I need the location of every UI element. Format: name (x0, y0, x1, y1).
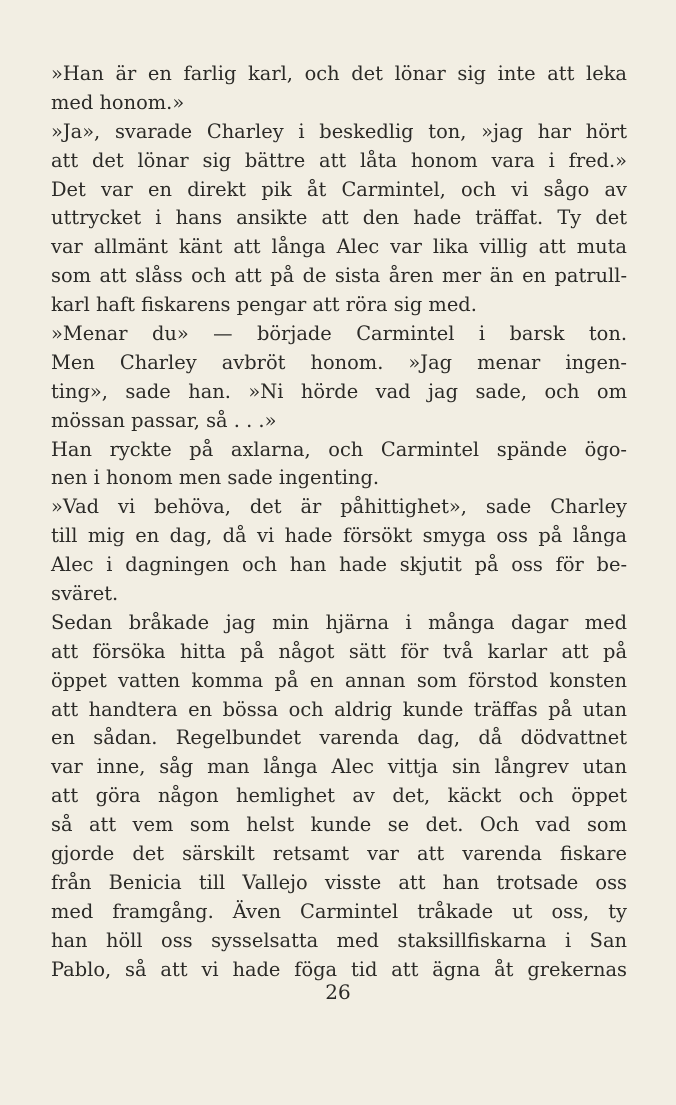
text-line: att handtera en bössa och aldrig kunde träffas på utan (51, 697, 627, 721)
text-line: så att vem som helst kunde se det. Och vad som (51, 813, 627, 837)
text-line: att göra någon hemlighet av det, käckt och öppet (51, 784, 627, 808)
text-line: uttrycket i hans ansikte att den hade träffat. Ty det (51, 206, 627, 230)
text-line: var inne, såg man långa Alec vittja sin långrev utan (51, 755, 627, 779)
text-line: var allmänt känt att långa Alec var lika villig att muta (51, 235, 627, 259)
text-line: Det var en direkt pik åt Carmintel, och vi sågo av (51, 177, 627, 201)
text-line: Sedan bråkade jag min hjärna i många dagar med (51, 610, 627, 634)
text-line: mössan passar, så . . .» (51, 408, 277, 432)
text-line: Pablo, så att vi hade föga tid att ägna åt grekernas (51, 957, 627, 981)
text-line: Alec i dagningen och han hade skjutit på oss för be- (51, 553, 627, 577)
text-line: »Vad vi behöva, det är påhittighet», sade Charley (51, 495, 627, 519)
text-line: gjorde det särskilt retsamt var att varenda fiskare (51, 842, 627, 866)
text-line: nen i honom men sade ingenting. (51, 466, 380, 490)
text-line: med framgång. Även Carmintel tråkade ut oss, ty (51, 899, 627, 923)
text-line: sväret. (51, 582, 119, 606)
text-line: till mig en dag, då vi hade försökt smyga oss på långa (51, 524, 627, 548)
text-line: ting», sade han. »Ni hörde vad jag sade, och om (51, 379, 627, 403)
text-line: en sådan. Regelbundet varenda dag, då dödvattnet (51, 726, 627, 750)
text-line: från Benicia till Vallejo visste att han trotsade oss (51, 870, 627, 894)
text-line: som att slåss och att på de sista åren mer än en patrull- (51, 264, 627, 288)
body-text (51, 60, 627, 985)
text-line: karl haft fiskarens pengar att röra sig med. (51, 293, 477, 317)
text-line: att det lönar sig bättre att låta honom vara i fred.» (51, 148, 627, 172)
text-line: han höll oss sysselsatta med staksillfiskarna i San (51, 928, 627, 952)
text-line: Men Charley avbröt honom. »Jag menar ingen- (51, 350, 627, 374)
page-number: 26 (325, 980, 351, 1004)
text-line: med honom.» (51, 90, 185, 114)
text-line: »Han är en farlig karl, och det lönar sig inte att leka (51, 62, 627, 85)
text-line: »Ja», svarade Charley i beskedlig ton, »jag har hört (51, 119, 627, 143)
text-line: öppet vatten komma på en annan som förstod konsten (51, 668, 627, 692)
text-line: Han ryckte på axlarna, och Carmintel spände ögo- (51, 437, 627, 461)
text-line: »Menar du» — började Carmintel i barsk ton. (51, 322, 627, 346)
text-line: att försöka hitta på något sätt för två karlar att på (51, 639, 627, 663)
